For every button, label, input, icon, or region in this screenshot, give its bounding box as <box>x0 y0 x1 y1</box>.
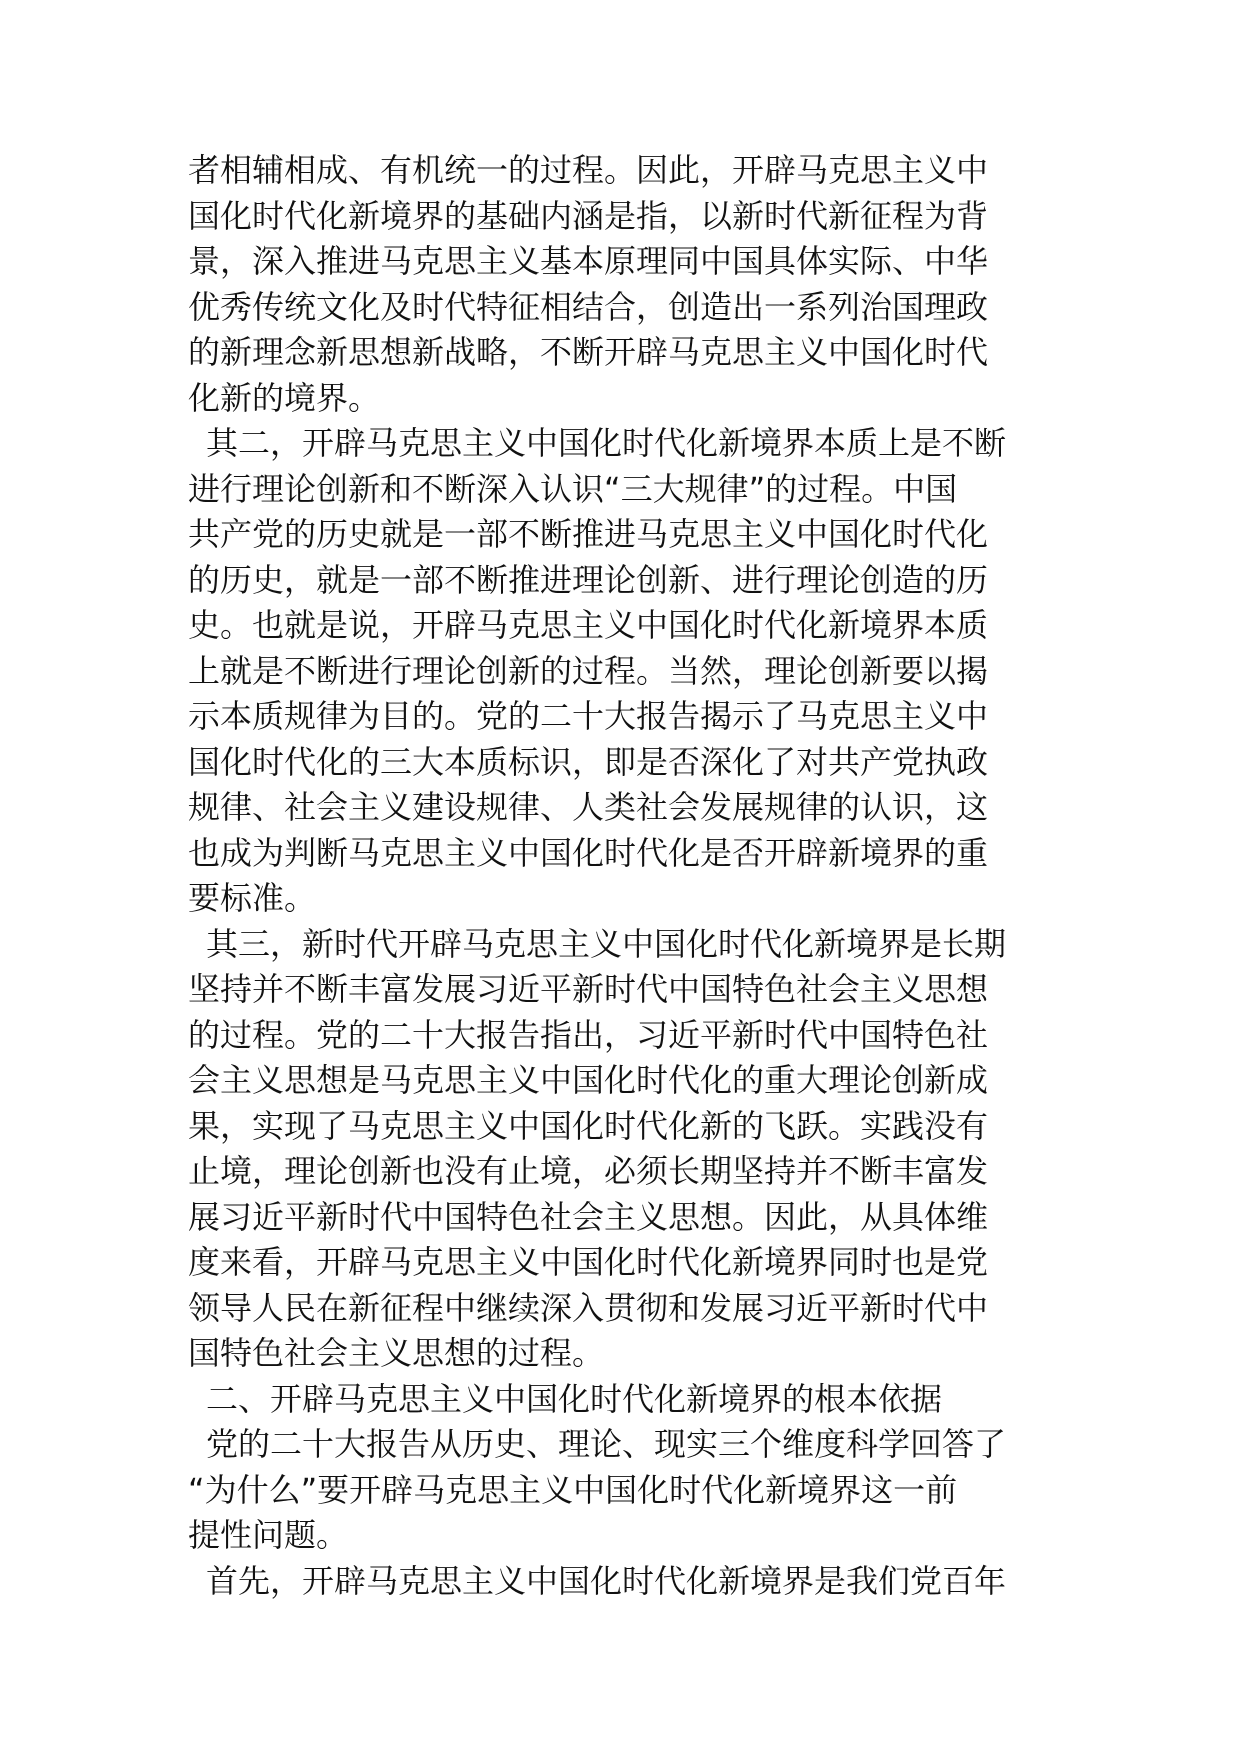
text-line: 度来看，开辟马克思主义中国化时代化新境界同时也是党 <box>188 1243 989 1281</box>
text-line: 共产党的历史就是一部不断推进马克思主义中国化时代化 <box>188 515 989 553</box>
text-line: 规律、社会主义建设规律、人类社会发展规律的认识，这 <box>188 788 989 826</box>
text-line: 领导人民在新征程中继续深入贯彻和发展习近平新时代中 <box>188 1288 989 1327</box>
text-line: 国特色社会主义思想的过程。 <box>188 1334 605 1372</box>
text-line: 国化时代化的三大本质标识，即是否深化了对共产党执政 <box>188 742 989 781</box>
text-line: 其二，开辟马克思主义中国化时代化新境界本质上是不断 <box>206 424 1007 462</box>
text-line: 优秀传统文化及时代特征相结合，创造出一系列治国理政 <box>188 287 989 326</box>
text-line: “为什么”要开辟马克思主义中国化时代化新境界这一前 <box>188 1470 958 1509</box>
text-line: 首先，开辟马克思主义中国化时代化新境界是我们党百年 <box>206 1561 1007 1600</box>
text-line: 进行理论创新和不断深入认识“三大规律”的过程。中国 <box>188 469 958 508</box>
text-line: 化新的境界。 <box>188 378 381 417</box>
text-line: 景，深入推进马克思主义基本原理同中国具体实际、中华 <box>188 242 989 280</box>
text-line: 的新理念新思想新战略，不断开辟马克思主义中国化时代 <box>188 333 989 371</box>
text-line: 史。也就是说，开辟马克思主义中国化时代化新境界本质 <box>188 606 989 644</box>
text-line: 示本质规律为目的。党的二十大报告揭示了马克思主义中 <box>188 697 989 735</box>
text-line: 坚持并不断丰富发展习近平新时代中国特色社会主义思想 <box>188 970 989 1008</box>
text-line: 其三，新时代开辟马克思主义中国化时代化新境界是长期 <box>206 924 1007 963</box>
text-line: 要标准。 <box>188 879 317 917</box>
text-line: 止境，理论创新也没有止境，必须长期坚持并不断丰富发 <box>188 1152 989 1190</box>
text-line: 的历史，就是一部不断推进理论创新、进行理论创造的历 <box>188 560 989 599</box>
text-line: 展习近平新时代中国特色社会主义思想。因此，从具体维 <box>188 1197 989 1236</box>
text-line: 党的二十大报告从历史、理论、现实三个维度科学回答了 <box>206 1425 1007 1463</box>
text-line: 国化时代化新境界的基础内涵是指，以新时代新征程为背 <box>188 196 989 235</box>
text-line: 的过程。党的二十大报告指出，习近平新时代中国特色社 <box>188 1015 989 1054</box>
text-line: 果，实现了马克思主义中国化时代化新的飞跃。实践没有 <box>188 1106 989 1145</box>
body-text <box>188 148 1052 1604</box>
text-line: 二、开辟马克思主义中国化时代化新境界的根本依据 <box>206 1379 943 1418</box>
text-line: 也成为判断马克思主义中国化时代化是否开辟新境界的重 <box>188 833 989 872</box>
text-line: 提性问题。 <box>188 1516 349 1554</box>
text-line: 上就是不断进行理论创新的过程。当然，理论创新要以揭 <box>188 651 989 690</box>
text-line: 会主义思想是马克思主义中国化时代化的重大理论创新成 <box>188 1061 989 1099</box>
text-line: 者相辅相成、有机统一的过程。因此，开辟马克思主义中 <box>188 151 989 189</box>
